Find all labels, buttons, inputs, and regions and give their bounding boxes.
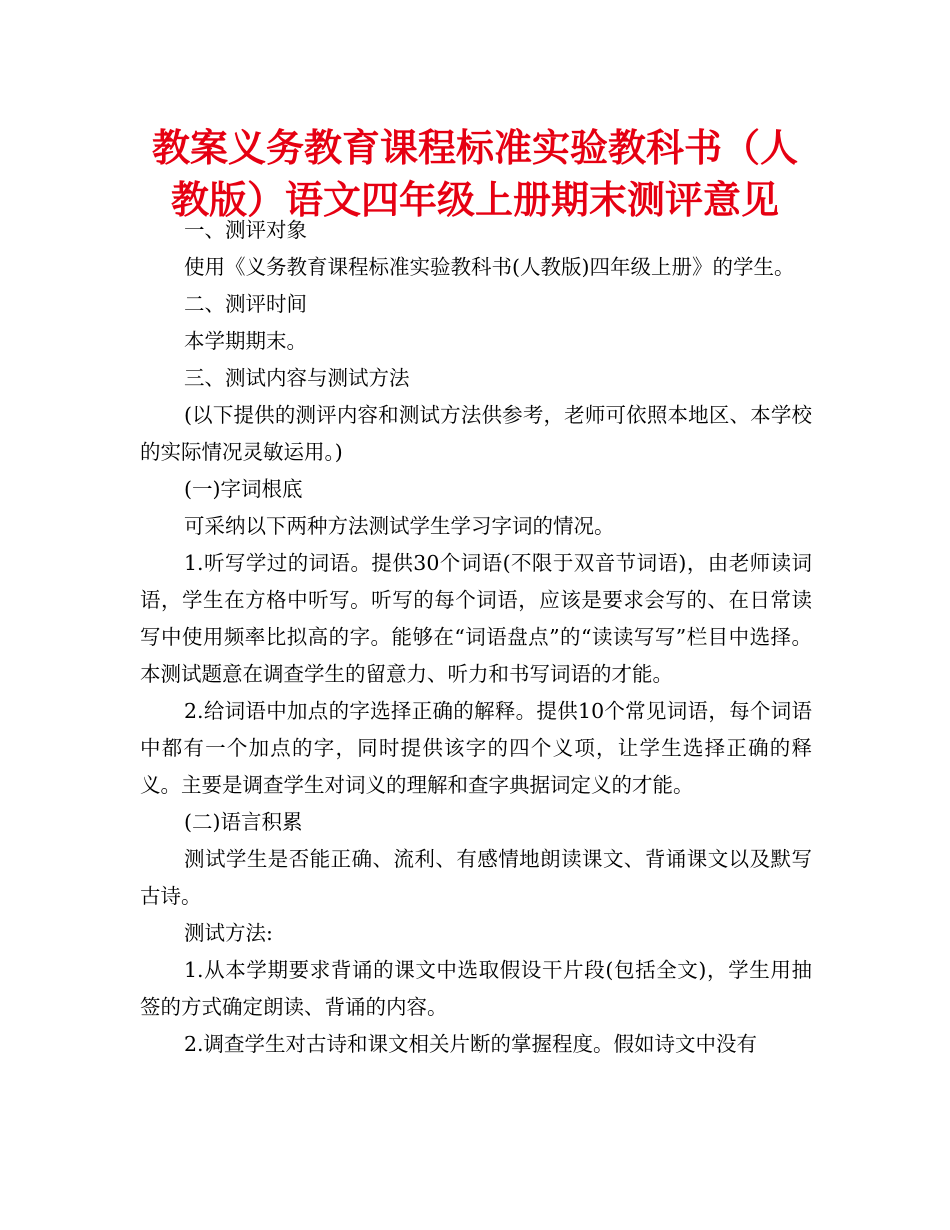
section-heading-test-content: 三、测试内容与测试方法 <box>184 366 410 390</box>
paragraph: 可采纳以下两种方法测试学生学习字词的情况。 <box>184 514 615 538</box>
list-item: 1.从本学期要求背诵的课文中选取假设干片段(包括全文)，学生用抽签的方式确定朗读、背诵的内容。 <box>140 958 812 1019</box>
paragraph: 测试方法: <box>184 921 273 945</box>
section-heading-test-time: 二、测评时间 <box>184 292 307 316</box>
section-heading-test-subject: 一、测评对象 <box>184 218 307 242</box>
subsection-heading-vocabulary: (一)字词根底 <box>184 477 303 501</box>
paragraph: 本学期期末。 <box>184 329 307 353</box>
paragraph: (以下提供的测评内容和测试方法供参考，老师可依照本地区、本学校的实际情况灵敏运用。) <box>140 403 812 464</box>
subsection-heading-language-accumulation: (二)语言积累 <box>184 810 303 834</box>
list-item: 1.听写学过的词语。提供30个词语(不限于双音节词语)，由老师读词语，学生在方格中听写。听写的每个词语，应该是要求会写的、在日常读写中使用频率比拟高的字。能够在“词语盘点”的“读读写写”栏目中选择。本测试题意在调查学生的留意力、听力和书写词语的才能。 <box>140 551 812 686</box>
document-body <box>140 212 812 1063</box>
list-item: 2.调查学生对古诗和课文相关片断的掌握程度。假如诗文中没有 <box>184 1032 758 1056</box>
paragraph: 测试学生是否能正确、流利、有感情地朗读课文、背诵课文以及默写古诗。 <box>140 847 812 908</box>
list-item: 2.给词语中加点的字选择正确的解释。提供10个常见词语，每个词语中都有一个加点的字，同时提供该字的四个义项，让学生选择正确的释义。主要是调查学生对词义的理解和查字典据词定义的才能。 <box>140 699 812 797</box>
document-title: 教案义务教育课程标准实验教科书（人教版）语文四年级上册期末测评意见 <box>151 126 798 222</box>
paragraph: 使用《义务教育课程标准实验教科书(人教版)四年级上册》的学生。 <box>184 255 795 279</box>
